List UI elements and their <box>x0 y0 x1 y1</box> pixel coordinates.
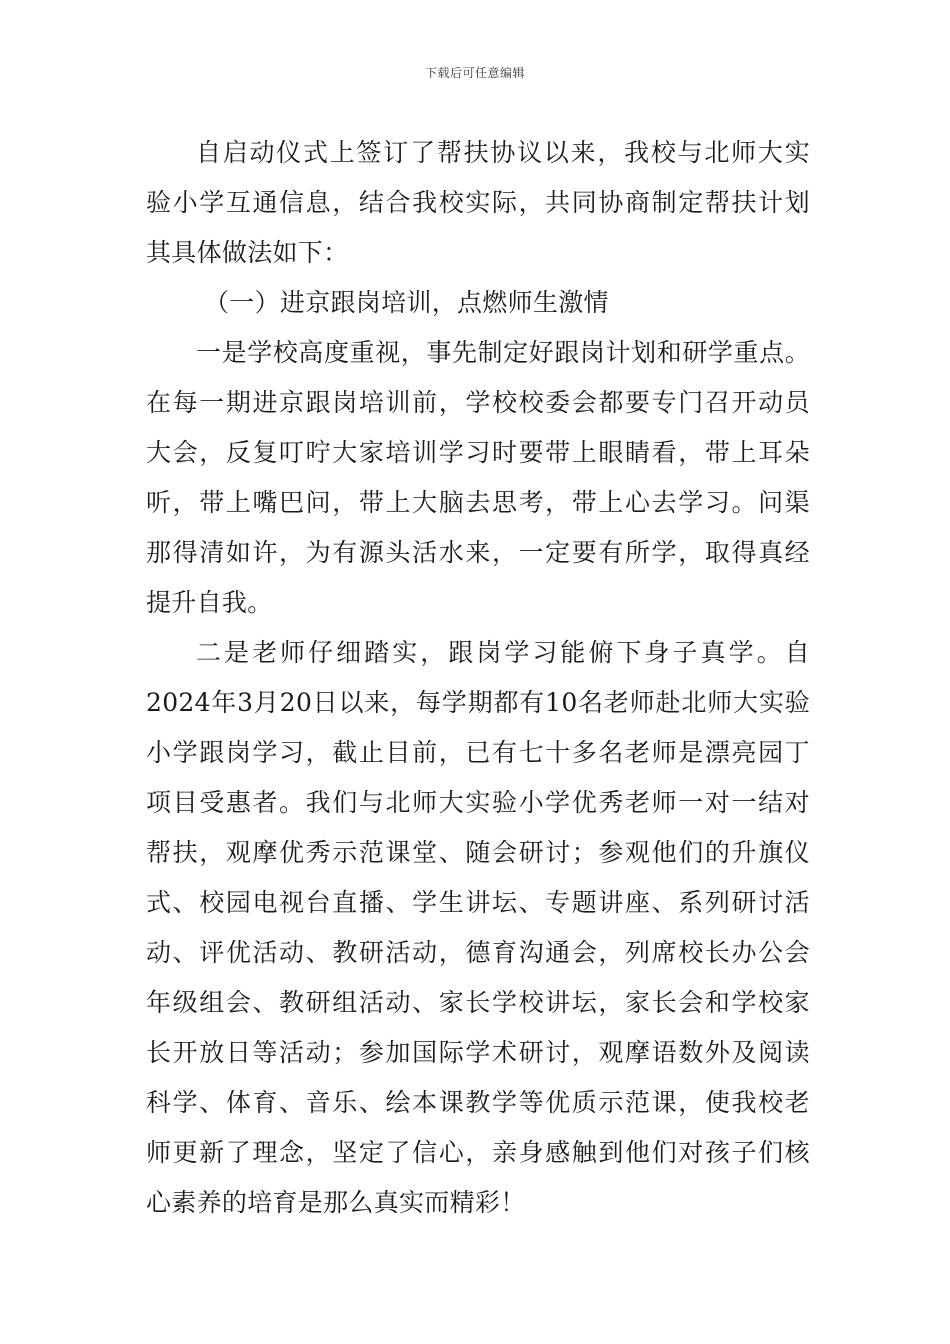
body-text-line: 科学、体育、音乐、绘本课教学等优质示范课，使我校老 <box>146 1088 810 1117</box>
body-text-line: 那得清如许，为有源头活水来，一定要有所学，取得真经 <box>146 538 810 567</box>
section-heading: （一）进京跟岗培训，点燃师生激情 <box>204 288 609 317</box>
document-body <box>146 128 810 1228</box>
body-text-line: 心素养的培育是那么真实而精彩！ <box>146 1188 526 1217</box>
body-text-line: 在每一期进京跟岗培训前，学校校委会都要专门召开动员 <box>146 388 810 417</box>
body-text-line: 大会，反复叮咛大家培训学习时要带上眼睛看，带上耳朵 <box>146 438 810 467</box>
body-text-line: 2024年3月20日以来，每学期都有10名老师赴北师大实验 <box>146 688 810 717</box>
page-header: 下载后可任意编辑 <box>424 66 525 80</box>
body-text-line: 长开放日等活动；参加国际学术研讨，观摩语数外及阅读 <box>146 1038 810 1067</box>
body-text-line: 师更新了理念，坚定了信心，亲身感触到他们对孩子们核 <box>146 1138 810 1167</box>
body-text-line: 其具体做法如下： <box>146 238 349 267</box>
body-text-line: 听，带上嘴巴问，带上大脑去思考，带上心去学习。问渠 <box>146 488 810 517</box>
body-text-line: 式、校园电视台直播、学生讲坛、专题讲座、系列研讨活 <box>146 888 810 917</box>
body-text-line: 二是老师仔细踏实，跟岗学习能俯下身子真学。自 <box>196 638 810 667</box>
body-text-line: 验小学互通信息，结合我校实际，共同协商制定帮扶计划 <box>146 188 810 217</box>
body-text-line: 项目受惠者。我们与北师大实验小学优秀老师一对一结对 <box>146 788 810 817</box>
body-text-line: 帮扶，观摩优秀示范课堂、随会研讨；参观他们的升旗仪 <box>146 838 810 867</box>
body-text-line: 小学跟岗学习，截止目前，已有七十多名老师是漂亮园丁 <box>146 738 810 767</box>
body-text-line: 动、评优活动、教研活动，德育沟通会，列席校长办公会 <box>146 938 810 967</box>
body-text-line: 年级组会、教研组活动、家长学校讲坛，家长会和学校家 <box>146 988 810 1017</box>
body-text-line: 提升自我。 <box>146 588 273 617</box>
body-text-line: 一是学校高度重视，事先制定好跟岗计划和研学重点。 <box>196 338 810 367</box>
body-text-line: 自启动仪式上签订了帮扶协议以来，我校与北师大实 <box>196 138 810 167</box>
